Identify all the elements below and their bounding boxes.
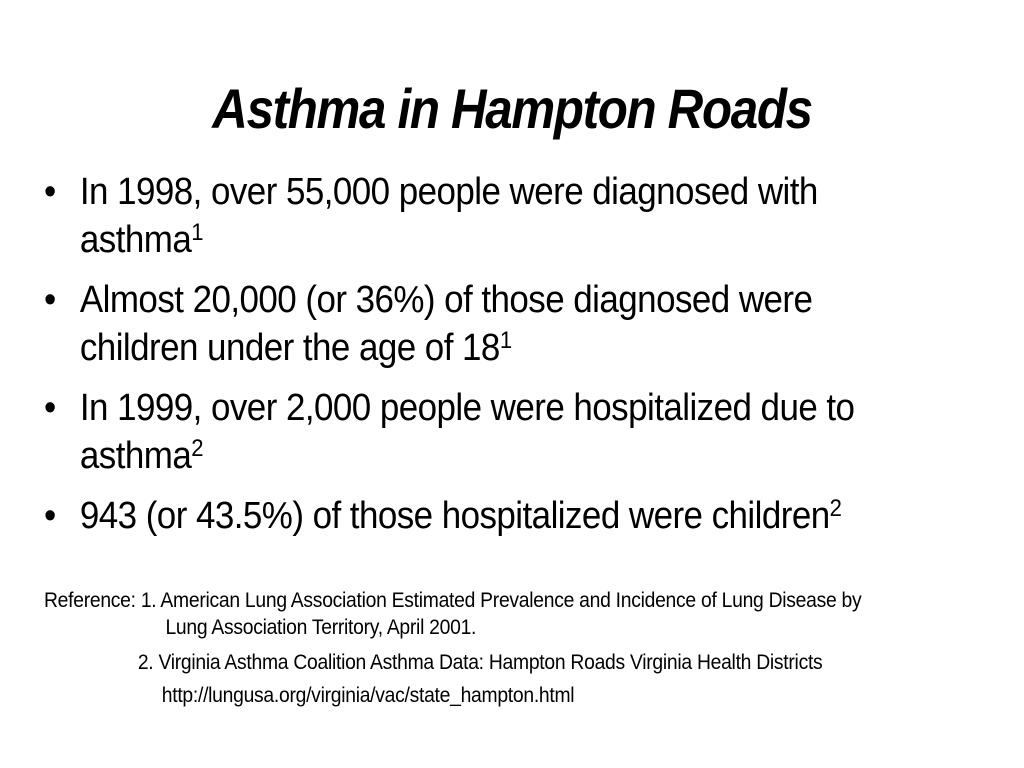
bullet-text-line: asthma — [79, 435, 192, 477]
bullet-text-line: In 1998, over 55,000 people were diagnosed with — [79, 171, 818, 213]
bullet-item — [44, 384, 1000, 480]
bullet-list — [44, 168, 1004, 552]
bullet-item — [44, 276, 1000, 372]
footnote-marker: 2 — [829, 495, 842, 522]
bullet-dot: • — [44, 279, 56, 321]
bullet-text-line: Almost 20,000 (or 36%) of those diagnosed were — [79, 279, 813, 321]
reference-2: 2. Virginia Asthma Coalition Asthma Data: Hampton Roads Virginia Health Districts — [137, 651, 823, 674]
bullet-item — [44, 492, 1000, 540]
bullet-item — [44, 168, 1000, 264]
bullet-dot: • — [44, 495, 56, 537]
footnote-marker: 1 — [499, 327, 512, 354]
bullet-text-line: children under the age of 18 — [79, 327, 500, 369]
slide-title: Asthma in Hampton Roads — [212, 77, 812, 140]
bullet-text-line: asthma — [79, 219, 192, 261]
bullet-dot: • — [44, 387, 56, 429]
bullet-text-line: In 1999, over 2,000 people were hospitalized due to — [79, 387, 855, 429]
bullet-text-line: 943 (or 43.5%) of those hospitalized were children — [79, 495, 830, 537]
reference-1-continued: Lung Association Territory, April 2001. — [165, 616, 477, 639]
reference-1: Reference: 1. American Lung Association Estimated Prevalence and Incidence of Lung Disease by — [44, 589, 862, 612]
references — [44, 587, 1004, 709]
reference-url: http://lungusa.org/virginia/vac/state_hampton.html — [161, 684, 575, 707]
bullet-dot: • — [44, 171, 56, 213]
footnote-marker: 1 — [191, 219, 203, 246]
footnote-marker: 2 — [191, 435, 203, 462]
